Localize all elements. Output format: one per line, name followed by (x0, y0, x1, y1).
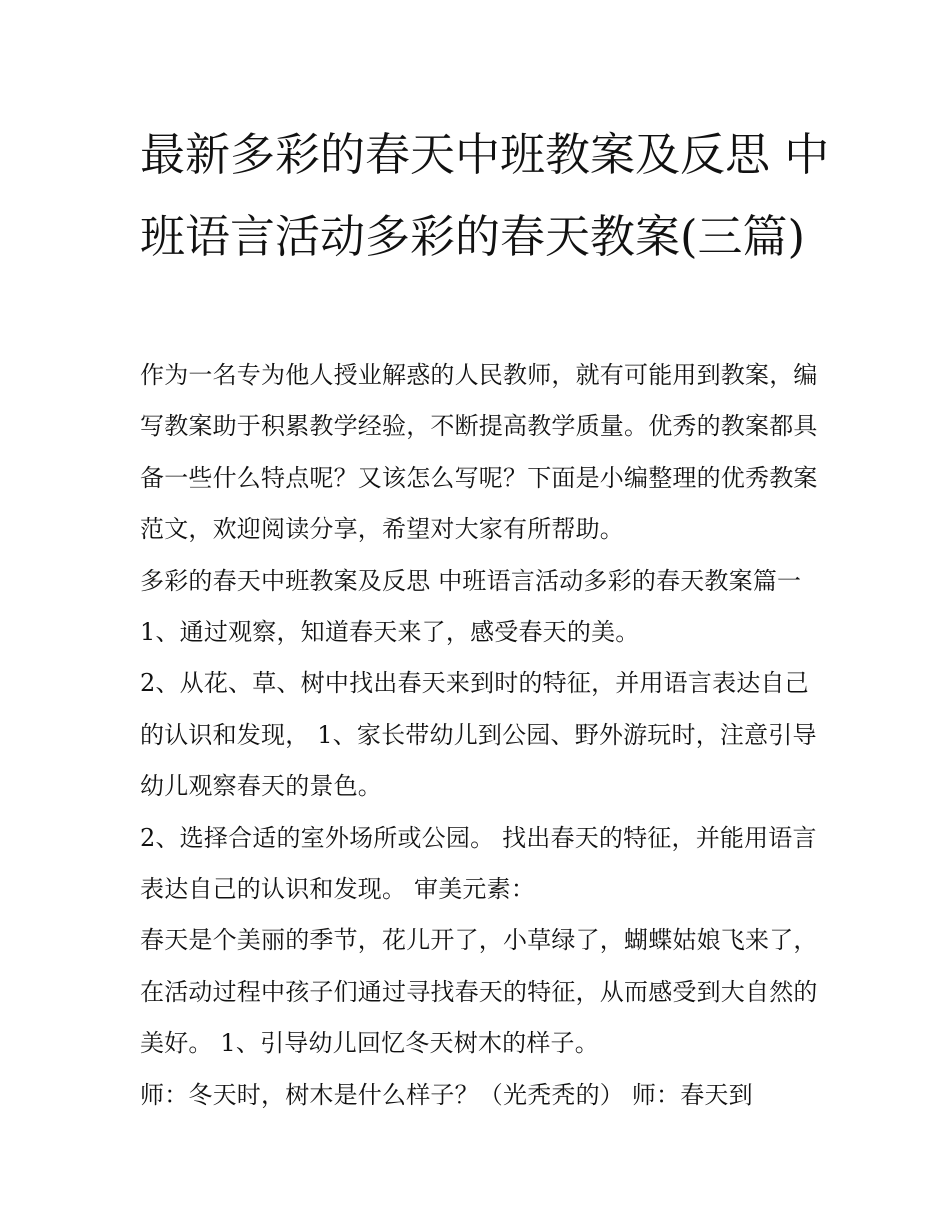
paragraph-section-one: 多彩的春天中班教案及反思 中班语言活动多彩的春天教案篇一1、通过观察，知道春天来了，感受春天的美。 (140, 566, 802, 647)
paragraph-step-two: 2、从花、草、树中找出春天来到时的特征，并用语言表达自己的认识和发现， 1、家长带幼儿到公园、野外游玩时，注意引导幼儿观察春天的景色。 (140, 669, 817, 801)
paragraph-choose-place: 2、选择合适的室外场所或公园。 找出春天的特征，并能用语言表达自己的认识和发现。 审美元素： (140, 823, 817, 904)
document-body (140, 350, 830, 1121)
paragraph-spring-description: 春天是个美丽的季节，花儿开了，小草绿了，蝴蝶姑娘飞来了，在活动过程中孩子们通过寻找春天的特征，从而感受到大自然的美好。 1、引导幼儿回忆冬天树木的样子。 (140, 926, 818, 1058)
paragraph-intro: 作为一名专为他人授业解惑的人民教师，就有可能用到教案，编写教案助于积累教学经验，不断提高教学质量。优秀的教案都具备一些什么特点呢？又该怎么写呢？下面是小编整理的优秀教案范文，欢迎阅读分享，希望对大家有所帮助。 (140, 361, 818, 544)
paragraph-teacher-dialogue: 师：冬天时，树木是什么样子？（光秃秃的） 师：春天到 (140, 1080, 753, 1109)
document-title: 最新多彩的春天中班教案及反思 中班语言活动多彩的春天教案(三篇) (140, 128, 830, 263)
